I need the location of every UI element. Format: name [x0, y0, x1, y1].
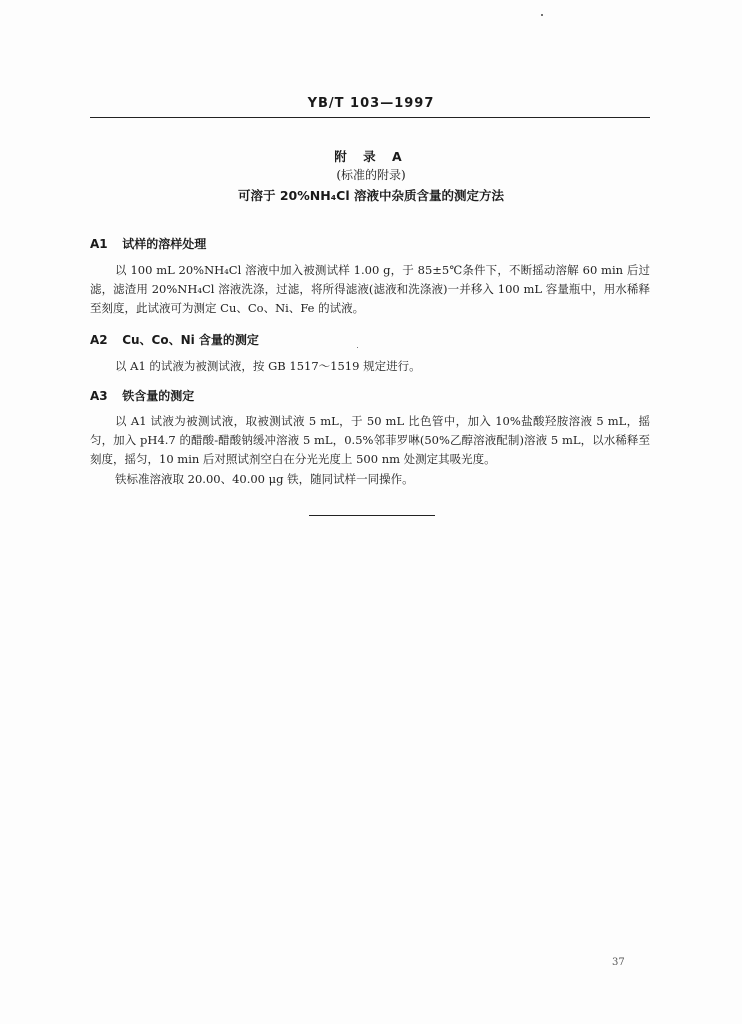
header-divider	[90, 117, 650, 118]
appendix-label: 附 录 A	[334, 149, 408, 164]
scan-speck	[541, 14, 543, 16]
appendix-subtitle: (标准的附录)	[336, 168, 406, 182]
section-a1-heading	[90, 235, 206, 252]
end-divider	[309, 515, 435, 516]
section-number: A2	[90, 333, 108, 347]
scan-speck	[357, 347, 358, 348]
section-a3-heading	[90, 387, 194, 404]
section-a2-paragraph: 以 A1 的试液为被测试液，按 GB 1517～1519 规定进行。	[115, 359, 421, 373]
section-title: 铁含量的测定	[122, 389, 195, 403]
appendix-title: 可溶于 20%NH₄Cl 溶液中杂质含量的测定方法	[238, 188, 504, 203]
section-number: A3	[90, 389, 108, 403]
section-a3-paragraph-1: 以 A1 试液为被测试液，取被测试液 5 mL，于 50 mL 比色管中，加入 10%盐酸羟胺溶液 5 mL，摇匀，加入 pH4.7 的醋酸-醋酸钠缓冲溶液 5 mL，0.5%邻菲罗啉(50%乙醇溶液配制)溶液 5 mL，以水稀释至刻度，摇匀，10 min 后对照试剂空白在分光光度上 500 nm 处测定其吸光度。	[90, 414, 650, 466]
section-title: 试样的溶样处理	[122, 237, 207, 251]
standard-code-header: YB/T 103—1997	[307, 96, 435, 111]
page-number: 37	[612, 957, 625, 968]
section-a1-paragraph: 以 100 mL 20%NH₄Cl 溶液中加入被测试样 1.00 g，于 85±5℃条件下，不断摇动溶解 60 min 后过滤，滤渣用 20%NH₄Cl 溶液洗涤，过滤，将所得滤液(滤液和洗涤液)一并移入 100 mL 容量瓶中，用水稀释至刻度，此试液可为测定 Cu、Co、Ni、Fe 的试液。	[90, 263, 650, 315]
section-number: A1	[90, 237, 108, 251]
section-a3-paragraph-2: 铁标准溶液取 20.00、40.00 μg 铁，随同试样一同操作。	[115, 472, 414, 486]
section-a2-heading	[90, 331, 259, 348]
section-title: Cu、Co、Ni 含量的测定	[122, 333, 259, 347]
